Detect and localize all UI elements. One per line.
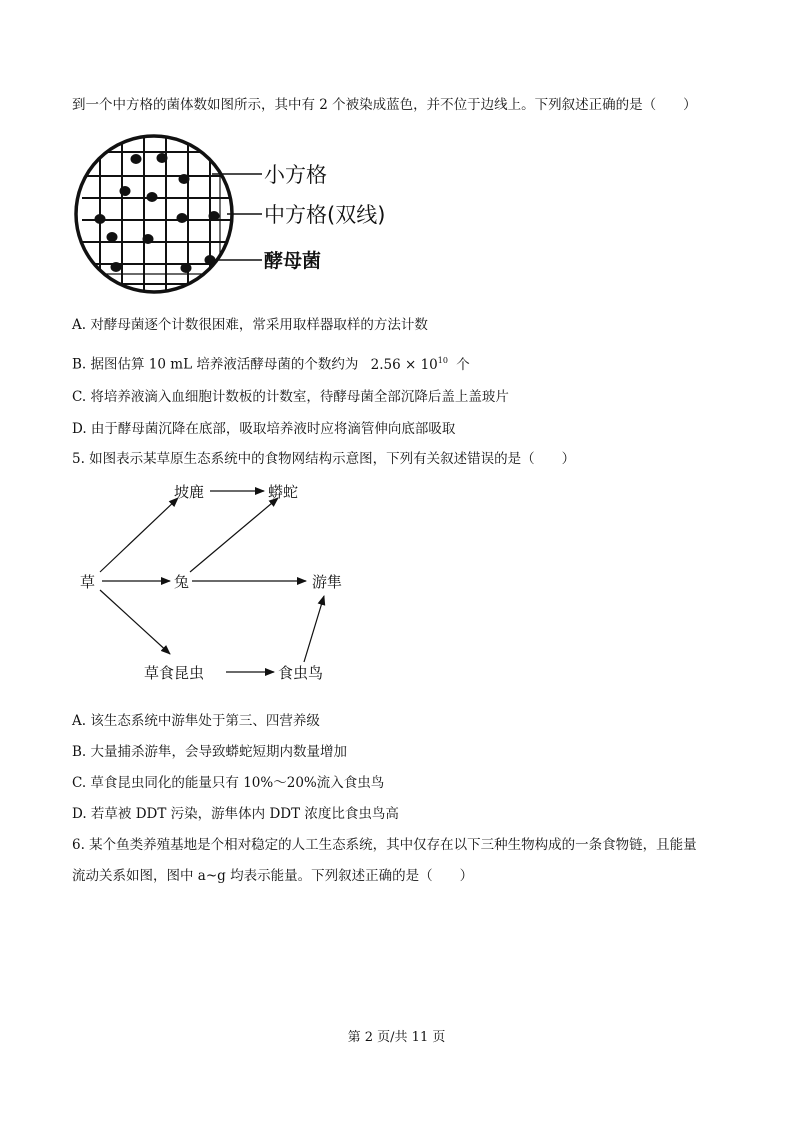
arrow-bird-falcon — [304, 596, 324, 662]
q5-option-a: A. 该生态系统中游隼处于第三、四营养级 — [72, 713, 320, 729]
q5-option-d: D. 若草被 DDT 污染，游隼体内 DDT 浓度比食虫鸟高 — [72, 806, 399, 822]
node-rabbit: 兔 — [174, 573, 190, 591]
page-footer: 第 2 页/共 11 页 — [347, 1030, 446, 1045]
q5-option-b: B. 大量捕杀游隼，会导致蟒蛇短期内数量增加 — [72, 744, 348, 760]
label-yeast: 酵母菌 — [264, 250, 322, 272]
label-small-square: 小方格 — [264, 163, 327, 187]
node-insect: 草食昆虫 — [144, 664, 205, 682]
food-web-figure — [72, 474, 372, 688]
q4-option-b-prefix: B. 据图估算 10 mL 培养液活酵母菌的个数约为 — [72, 356, 359, 373]
node-deer: 坡鹿 — [174, 483, 205, 501]
node-grass: 草 — [80, 573, 96, 591]
hemocytometer-figure — [72, 132, 402, 304]
yeast-cells — [95, 153, 220, 273]
q6-line-1: 6. 某个鱼类养殖基地是个相对稳定的人工生态系统，其中仅存在以下三种生物构成的一条食物链，且能量 — [72, 837, 697, 853]
arrow-rabbit-python — [190, 498, 278, 572]
q4-option-b-suffix: 个 — [456, 356, 470, 373]
q5-stem: 5. 如图表示某草原生态系统中的食物网结构示意图，下列有关叙述错误的是（ ） — [72, 451, 576, 467]
q4-option-b-value: 2.56 × 10 — [370, 356, 438, 373]
label-medium-square: 中方格(双线) — [264, 203, 386, 227]
q6-line-2: 流动关系如图，图中 a~g 均表示能量。下列叙述正确的是（ ） — [72, 868, 474, 884]
node-python: 蟒蛇 — [268, 483, 299, 501]
q5-option-c: C. 草食昆虫同化的能量只有 10%～20%流入食虫鸟 — [72, 775, 385, 791]
node-bird: 食虫鸟 — [278, 664, 324, 682]
arrow-grass-insect — [100, 590, 170, 654]
intro-line: 到一个中方格的菌体数如图所示，其中有 2 个被染成蓝色，并不位于边线上。下列叙述正确的是（ ） — [72, 97, 697, 113]
arrow-grass-deer — [100, 498, 178, 572]
q4-option-a: A. 对酵母菌逐个计数很困难，常采用取样器取样的方法计数 — [72, 317, 428, 333]
q4-option-d: D. 由于酵母菌沉降在底部，吸取培养液时应将滴管伸向底部吸取 — [72, 421, 456, 437]
node-falcon: 游隼 — [312, 573, 343, 591]
q4-option-c: C. 将培养液滴入血细胞计数板的计数室，待酵母菌全部沉降后盖上盖玻片 — [72, 389, 509, 405]
q4-option-b-exponent: 10 — [437, 356, 448, 365]
q4-option-b — [72, 352, 470, 374]
